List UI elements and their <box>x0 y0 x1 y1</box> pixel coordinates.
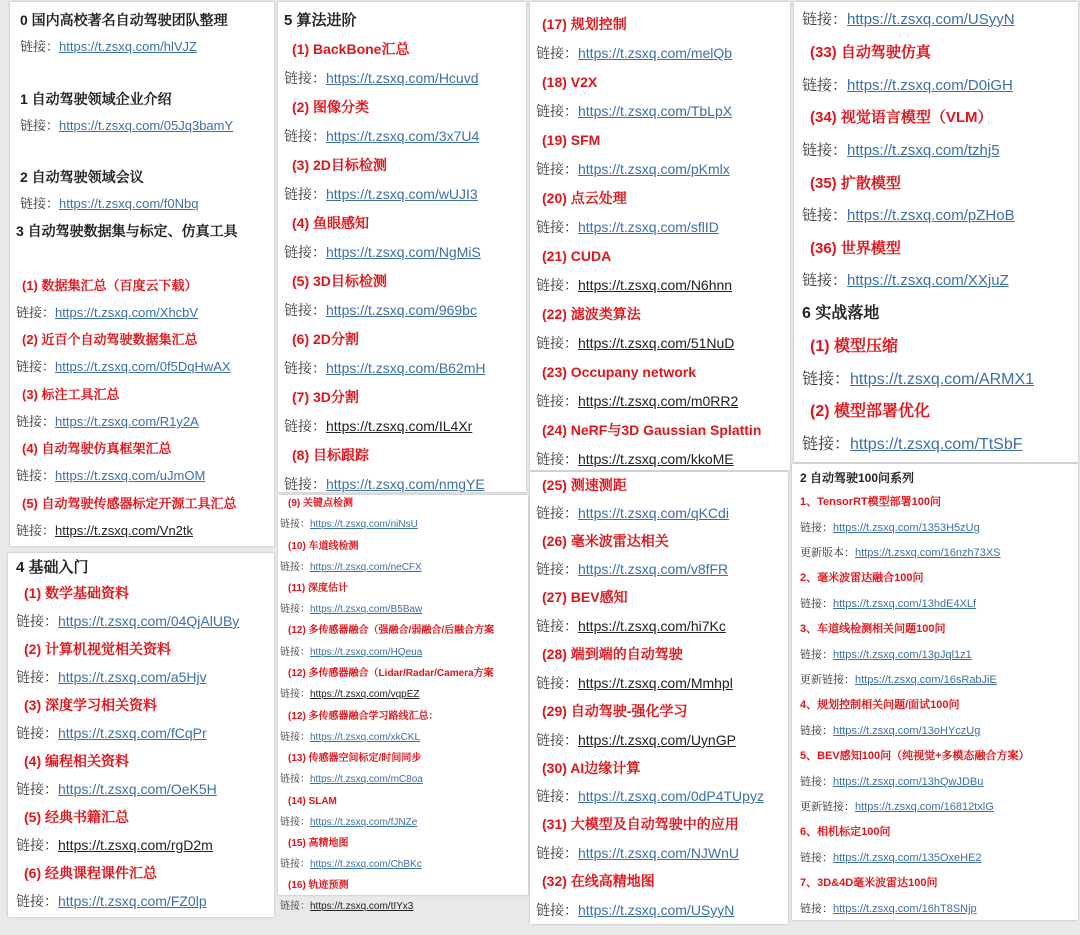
link-url[interactable]: https://t.zsxq.com/Hcuvd <box>326 70 479 86</box>
question-title: 6、相机标定100问 <box>800 826 891 838</box>
link-label: 更新链接： <box>800 674 855 686</box>
link-row <box>536 789 788 803</box>
panel-basics <box>8 553 274 917</box>
item-title: (14) SLAM <box>288 796 337 807</box>
link-label: 链接： <box>280 562 310 573</box>
link-label: 链接： <box>16 893 58 909</box>
item-title: (15) 高精地图 <box>288 838 349 849</box>
link-url[interactable]: https://t.zsxq.com/fCqPr <box>58 725 207 741</box>
item-title: (22) 滤波类算法 <box>542 306 641 322</box>
link-label: 链接： <box>16 669 58 685</box>
item-title: (36) 世界模型 <box>810 240 901 257</box>
link-label: 链接： <box>16 305 56 320</box>
link-label: 链接： <box>800 903 833 915</box>
link-label: 链接： <box>800 725 833 737</box>
link-label: 链接： <box>536 561 578 577</box>
link-url[interactable]: https://t.zsxq.com/pZHoB <box>847 207 1015 224</box>
link-label: 链接： <box>536 161 578 177</box>
link-row <box>284 303 526 317</box>
item-title: (12) 多传感器融合（强融合/弱融合/后融合方案 <box>288 625 495 636</box>
item-title: (5) 3D目标检测 <box>292 273 387 289</box>
link-url[interactable]: https://t.zsxq.com/FZ0lp <box>58 893 207 909</box>
item-title: (1) 模型压缩 <box>810 338 899 355</box>
link-label: 链接： <box>280 901 310 912</box>
link-url[interactable]: https://t.zsxq.com/R1y2A <box>55 414 199 429</box>
panel-algorithms <box>278 2 526 492</box>
link-label: 链接： <box>284 476 326 492</box>
link-row <box>284 245 526 259</box>
link-row <box>280 775 528 785</box>
link-url[interactable]: https://t.zsxq.com/UynGP <box>578 732 736 748</box>
link-label: 链接： <box>280 519 310 530</box>
link-row <box>280 902 528 912</box>
section-title: 6 实战落地 <box>802 305 880 322</box>
item-title: (2) 图像分类 <box>292 99 369 115</box>
link-row <box>280 733 528 743</box>
link-url[interactable]: https://t.zsxq.com/05Jq3bamY <box>59 118 234 133</box>
link-row <box>800 523 1078 534</box>
panel-intro-datasets <box>10 2 274 546</box>
link-url[interactable]: https://t.zsxq.com/melQb <box>578 45 733 61</box>
link-label: 链接： <box>284 186 326 202</box>
item-title: (31) 大模型及自动驾驶中的应用 <box>542 816 739 832</box>
link-row <box>280 818 528 828</box>
link-label: 链接： <box>280 774 310 785</box>
link-url[interactable]: https://t.zsxq.com/3x7U4 <box>326 128 480 144</box>
item-title: (9) 关键点检测 <box>288 498 353 509</box>
link-url[interactable]: https://t.zsxq.com/kkoME <box>578 451 734 467</box>
link-label: 链接： <box>536 103 578 119</box>
link-row <box>800 904 1078 915</box>
link-url[interactable]: https://t.zsxq.com/Mmhpl <box>578 675 733 691</box>
link-row <box>20 197 274 210</box>
link-label: 链接： <box>802 371 851 388</box>
item-title: (6) 2D分割 <box>292 331 359 347</box>
link-label: 链接： <box>800 522 833 534</box>
item-title: (1) 数据集汇总（百度云下载） <box>22 278 198 293</box>
section-title: 2 自动驾驶领域会议 <box>20 169 144 185</box>
panel-100-questions <box>792 464 1078 920</box>
link-url[interactable]: https://t.zsxq.com/TtSbF <box>850 436 1023 453</box>
link-row <box>284 71 526 85</box>
link-label: 链接： <box>284 128 326 144</box>
link-row <box>280 648 528 658</box>
panel-algorithms-3 <box>530 2 790 470</box>
link-url[interactable]: https://t.zsxq.com/HQeua <box>310 647 423 658</box>
link-row <box>284 187 526 201</box>
item-title: (10) 车道线检测 <box>288 541 359 552</box>
link-row <box>536 733 788 747</box>
link-url[interactable]: https://t.zsxq.com/uJmOM <box>55 468 206 483</box>
link-url[interactable]: https://t.zsxq.com/xkCKL <box>310 732 421 743</box>
link-url[interactable]: https://t.zsxq.com/13pJql1z1 <box>833 649 972 661</box>
link-url[interactable]: https://t.zsxq.com/f0Nbq <box>59 196 199 211</box>
link-url[interactable]: https://t.zsxq.com/NJWnU <box>578 845 740 861</box>
link-row <box>800 802 1078 813</box>
item-title: (1) 数学基础资料 <box>24 585 129 601</box>
item-title: (5) 经典书籍汇总 <box>24 809 129 825</box>
link-row <box>800 726 1078 737</box>
link-url[interactable]: https://t.zsxq.com/16nzh73XS <box>855 547 1001 559</box>
link-url[interactable]: https://t.zsxq.com/IL4Xr <box>326 418 473 434</box>
link-url[interactable]: https://t.zsxq.com/D0iGH <box>847 77 1013 94</box>
link-label: 链接： <box>284 244 326 260</box>
link-url[interactable]: https://t.zsxq.com/0dP4TUpyz <box>578 788 764 804</box>
link-label: 链接： <box>800 649 833 661</box>
item-title: (16) 轨迹预测 <box>288 880 349 891</box>
item-title: (12) 多传感器融合（Lidar/Radar/Camera方案 <box>288 668 494 679</box>
section-title: 1 自动驾驶领域企业介绍 <box>20 91 172 107</box>
section-title: 0 国内高校著名自动驾驶团队整理 <box>20 12 228 28</box>
item-title: (23) Occupany network <box>542 364 697 380</box>
link-label: 链接： <box>536 845 578 861</box>
link-row <box>800 548 1078 559</box>
section-title: 3 自动驾驶数据集与标定、仿真工具 <box>16 223 238 239</box>
link-row <box>20 119 274 132</box>
item-title: (4) 编程相关资料 <box>24 753 129 769</box>
link-row <box>536 104 790 118</box>
link-url[interactable]: https://t.zsxq.com/13hdE4XLf <box>833 598 977 610</box>
link-url[interactable]: https://t.zsxq.com/rgD2m <box>58 837 213 853</box>
item-title: (28) 端到端的自动驾驶 <box>542 646 683 662</box>
link-url[interactable]: https://t.zsxq.com/v8fFR <box>578 561 729 577</box>
item-title: (5) 自动驾驶传感器标定开源工具汇总 <box>22 496 237 511</box>
item-title: (2) 近百个自动驾驶数据集汇总 <box>22 332 198 347</box>
item-title: (35) 扩散模型 <box>810 175 901 192</box>
link-row <box>280 690 528 700</box>
link-label: 链接： <box>802 11 848 28</box>
item-title: (19) SFM <box>542 132 601 148</box>
link-row <box>800 650 1078 661</box>
item-title: (6) 经典课程课件汇总 <box>24 865 157 881</box>
link-row <box>16 670 274 684</box>
link-url[interactable]: https://t.zsxq.com/Vn2tk <box>55 523 194 538</box>
link-row <box>802 208 1078 223</box>
link-url[interactable]: https://t.zsxq.com/hi7Kc <box>578 618 726 634</box>
item-title: (18) V2X <box>542 74 598 90</box>
link-row <box>284 419 526 433</box>
item-title: (30) AI边缘计算 <box>542 760 641 776</box>
link-label: 链接： <box>536 732 578 748</box>
item-title: (21) CUDA <box>542 248 612 264</box>
link-label: 链接： <box>536 451 578 467</box>
panel-simulation-deploy <box>794 2 1078 462</box>
link-row <box>536 506 788 520</box>
link-label: 链接： <box>800 776 833 788</box>
panel-algorithms-2 <box>278 495 528 912</box>
question-title: 3、车道线检测相关问题100问 <box>800 623 946 635</box>
link-label: 链接： <box>802 77 848 94</box>
link-label: 链接： <box>16 725 58 741</box>
link-label: 链接： <box>536 788 578 804</box>
panel-algorithms-4 <box>530 472 788 924</box>
link-row <box>800 599 1078 610</box>
link-row <box>800 675 1078 686</box>
link-row <box>802 12 1078 27</box>
link-row <box>802 78 1078 93</box>
link-label: 链接： <box>802 142 848 159</box>
item-title: (34) 视觉语言模型（VLM） <box>810 109 993 126</box>
link-label: 链接： <box>16 837 58 853</box>
link-label: 链接： <box>536 675 578 691</box>
link-url[interactable]: https://t.zsxq.com/XXjuZ <box>847 272 1009 289</box>
link-row <box>802 372 1078 388</box>
link-url[interactable]: https://t.zsxq.com/969bc <box>326 302 477 318</box>
link-url[interactable]: https://t.zsxq.com/mC8oa <box>310 774 423 785</box>
link-row <box>280 860 528 870</box>
section-title: 5 算法进阶 <box>284 12 357 29</box>
link-url[interactable]: https://t.zsxq.com/fJNZe <box>310 817 418 828</box>
link-url[interactable]: https://t.zsxq.com/USyyN <box>847 11 1015 28</box>
link-url[interactable]: https://t.zsxq.com/N6hnn <box>578 277 733 293</box>
link-label: 链接： <box>280 817 310 828</box>
link-row <box>536 220 790 234</box>
link-row <box>16 614 274 628</box>
item-title: (29) 自动驾驶-强化学习 <box>542 703 688 719</box>
link-row <box>16 415 274 428</box>
link-url[interactable]: https://t.zsxq.com/NgMiS <box>326 244 481 260</box>
link-row <box>536 336 790 350</box>
link-label: 链接： <box>802 207 848 224</box>
link-url[interactable]: https://t.zsxq.com/sflID <box>578 219 719 235</box>
link-url[interactable]: https://t.zsxq.com/ChBKc <box>310 859 422 870</box>
link-url[interactable]: https://t.zsxq.com/wUJI3 <box>326 186 478 202</box>
link-label: 链接： <box>284 360 326 376</box>
link-row <box>16 838 274 852</box>
link-url[interactable]: https://t.zsxq.com/USyyN <box>578 902 735 918</box>
link-label: 链接： <box>536 277 578 293</box>
item-title: (20) 点云处理 <box>542 190 627 206</box>
question-title: 4、规划控制相关问题/面试100问 <box>800 699 960 711</box>
link-label: 链接： <box>536 335 578 351</box>
link-label: 链接： <box>800 852 833 864</box>
item-title: (11) 深度估计 <box>288 583 349 594</box>
link-label: 链接： <box>280 859 310 870</box>
link-label: 链接： <box>802 436 851 453</box>
link-row <box>16 894 274 908</box>
item-title: (27) BEV感知 <box>542 589 628 605</box>
link-label: 链接： <box>280 604 310 615</box>
link-row <box>536 903 788 917</box>
link-row <box>280 563 528 573</box>
link-row <box>536 394 790 408</box>
item-title: (33) 自动驾驶仿真 <box>810 44 931 61</box>
link-label: 链接： <box>284 302 326 318</box>
link-row <box>280 520 528 530</box>
link-url[interactable]: https://t.zsxq.com/ARMX1 <box>850 371 1035 388</box>
link-url[interactable]: https://t.zsxq.com/vqpEZ <box>310 689 420 700</box>
link-label: 链接： <box>536 618 578 634</box>
link-label: 链接： <box>536 393 578 409</box>
section-title: 2 自动驾驶100问系列 <box>800 471 915 485</box>
link-row <box>536 562 788 576</box>
link-label: 链接： <box>16 781 58 797</box>
item-title: (24) NeRF与3D Gaussian Splattin <box>542 422 762 438</box>
link-label: 链接： <box>16 523 56 538</box>
link-row <box>800 777 1078 788</box>
link-row <box>536 46 790 60</box>
question-title: 5、BEV感知100问（纯视觉+多模态融合方案） <box>800 750 1030 762</box>
link-row <box>16 360 274 373</box>
item-title: (3) 深度学习相关资料 <box>24 697 157 713</box>
link-url[interactable]: https://t.zsxq.com/TbLpX <box>578 103 733 119</box>
link-url[interactable]: https://t.zsxq.com/B62mH <box>326 360 486 376</box>
link-label: 链接： <box>16 414 56 429</box>
item-title: (7) 3D分割 <box>292 389 359 405</box>
link-row <box>536 619 788 633</box>
link-url[interactable]: https://t.zsxq.com/tIYx3 <box>310 901 414 912</box>
link-label: 链接： <box>536 219 578 235</box>
link-label: 链接： <box>20 118 60 133</box>
link-url[interactable]: https://t.zsxq.com/neCFX <box>310 562 422 573</box>
link-url[interactable]: https://t.zsxq.com/nmgYE <box>326 476 485 492</box>
link-url[interactable]: https://t.zsxq.com/niNsU <box>310 519 418 530</box>
link-label: 更新版本： <box>800 547 855 559</box>
link-url[interactable]: https://t.zsxq.com/16sRabJiE <box>855 674 997 686</box>
link-url[interactable]: https://t.zsxq.com/hlVJZ <box>59 39 198 54</box>
link-label: 链接： <box>16 359 56 374</box>
link-url[interactable]: https://t.zsxq.com/13hQwJDBu <box>833 776 984 788</box>
link-label: 链接： <box>284 70 326 86</box>
item-title: (12) 多传感器融合学习路线汇总： <box>288 711 439 722</box>
item-title: (3) 标注工具汇总 <box>22 387 120 402</box>
link-row <box>284 129 526 143</box>
link-row <box>802 143 1078 158</box>
link-row <box>284 477 526 491</box>
link-url[interactable]: https://t.zsxq.com/a5Hjv <box>58 669 207 685</box>
item-title: (17) 规划控制 <box>542 16 627 32</box>
link-row <box>536 278 790 292</box>
section-title: 4 基础入门 <box>16 559 89 576</box>
link-row <box>280 605 528 615</box>
link-label: 链接： <box>800 598 833 610</box>
link-url[interactable]: https://t.zsxq.com/16hT8SNjp <box>833 903 977 915</box>
link-row <box>16 524 274 537</box>
question-title: 2、毫米波雷达融合100问 <box>800 572 924 584</box>
link-row <box>16 469 274 482</box>
link-label: 链接： <box>536 505 578 521</box>
question-title: 7、3D&4D毫米波雷达100问 <box>800 877 938 889</box>
link-row <box>16 782 274 796</box>
item-title: (4) 鱼眼感知 <box>292 215 369 231</box>
question-title: 1、TensorRT模型部署100问 <box>800 496 941 508</box>
link-label: 链接： <box>16 468 56 483</box>
item-title: (13) 传感器空间标定/时间同步 <box>288 753 422 764</box>
item-title: (4) 自动驾驶仿真框架汇总 <box>22 441 172 456</box>
link-label: 链接： <box>20 196 60 211</box>
link-url[interactable]: https://t.zsxq.com/XhcbV <box>55 305 199 320</box>
link-row <box>800 853 1078 864</box>
link-row <box>536 162 790 176</box>
link-url[interactable]: https://t.zsxq.com/16812txlG <box>855 801 994 813</box>
link-label: 链接： <box>16 613 58 629</box>
link-row <box>802 437 1078 453</box>
item-title: (32) 在线高精地图 <box>542 873 655 889</box>
link-label: 链接： <box>20 39 60 54</box>
link-label: 链接： <box>536 902 578 918</box>
link-row <box>802 273 1078 288</box>
link-row <box>16 726 274 740</box>
link-url[interactable]: https://t.zsxq.com/pKmlx <box>578 161 730 177</box>
item-title: (8) 目标跟踪 <box>292 447 369 463</box>
link-label: 更新链接： <box>800 801 855 813</box>
link-url[interactable]: https://t.zsxq.com/04QjAlUBy <box>58 613 240 629</box>
link-url[interactable]: https://t.zsxq.com/13oHYczUg <box>833 725 981 737</box>
link-row <box>536 846 788 860</box>
item-title: (2) 模型部署优化 <box>810 403 931 420</box>
item-title: (2) 计算机视觉相关资料 <box>24 641 171 657</box>
link-row <box>284 361 526 375</box>
link-url[interactable]: https://t.zsxq.com/0f5DqHwAX <box>55 359 231 374</box>
link-label: 链接： <box>280 647 310 658</box>
item-title: (25) 测速测距 <box>542 477 627 493</box>
link-label: 链接： <box>284 418 326 434</box>
link-label: 链接： <box>280 689 310 700</box>
link-label: 链接： <box>802 272 848 289</box>
link-row <box>16 306 274 319</box>
link-url[interactable]: https://t.zsxq.com/B5Baw <box>310 604 423 615</box>
link-row <box>536 452 790 466</box>
link-url[interactable]: https://t.zsxq.com/1353H5zUg <box>833 522 980 534</box>
link-row <box>20 40 274 53</box>
link-label: 链接： <box>536 45 578 61</box>
link-url[interactable]: https://t.zsxq.com/OeK5H <box>58 781 217 797</box>
link-url[interactable]: https://t.zsxq.com/m0RR2 <box>578 393 739 409</box>
item-title: (3) 2D目标检测 <box>292 157 387 173</box>
link-url[interactable]: https://t.zsxq.com/tzhj5 <box>847 142 1000 159</box>
item-title: (26) 毫米波雷达相关 <box>542 533 669 549</box>
link-url[interactable]: https://t.zsxq.com/135OxeHE2 <box>833 852 982 864</box>
link-url[interactable]: https://t.zsxq.com/qKCdi <box>578 505 729 521</box>
link-url[interactable]: https://t.zsxq.com/51NuD <box>578 335 735 351</box>
link-row <box>536 676 788 690</box>
item-title: (1) BackBone汇总 <box>292 41 410 57</box>
link-label: 链接： <box>280 732 310 743</box>
